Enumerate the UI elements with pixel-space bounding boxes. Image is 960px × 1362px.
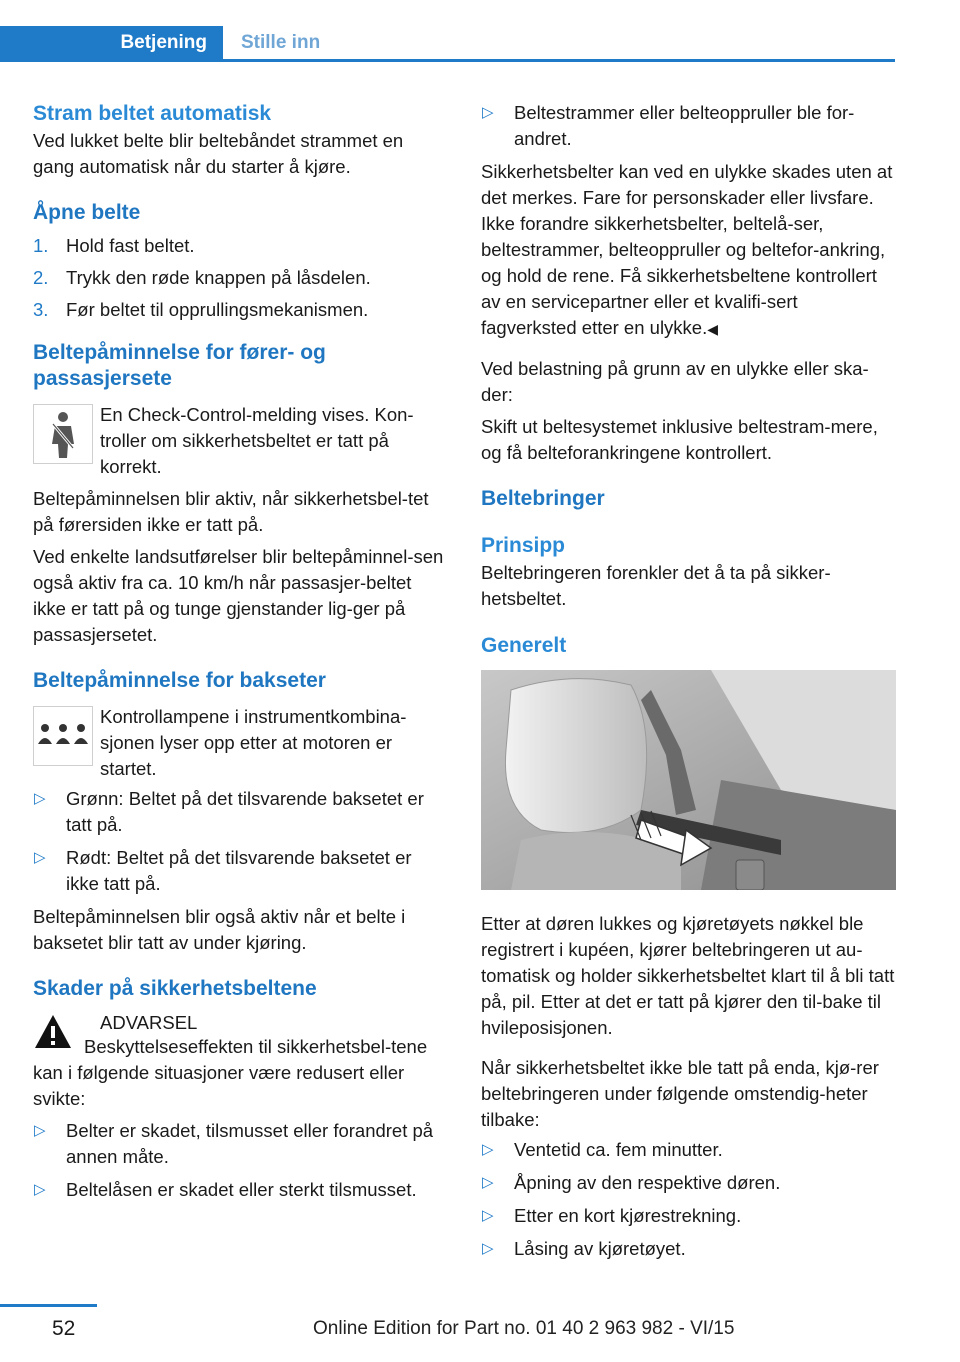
triangle-bullet-icon: ▷ <box>34 1181 46 1198</box>
left-column <box>33 100 449 1210</box>
damage-list <box>33 1118 449 1203</box>
driver-reminder-block <box>33 402 449 480</box>
step-text: Hold fast beltet. <box>66 235 195 256</box>
driver-reminder-p2: Ved enkelte landsutførelser blir beltepåminnel-sen også aktiv fra ca. 10 km/h når passasjer-beltet ikke er tatt på og tunge gjenstander lig-ger på passasjersetet. <box>33 546 444 645</box>
tab-stille-inn[interactable]: Stille inn <box>241 32 321 53</box>
warning-label: ADVARSEL <box>100 1012 198 1033</box>
list-item <box>33 1177 449 1203</box>
principle-heading: Prinsipp <box>481 534 566 557</box>
damage-heading: Skader på sikkerhetsbeltene <box>33 977 317 1000</box>
header-tabbar <box>0 26 895 62</box>
warning-text: Beskyttelseseffekten til sikkerhetsbel-tene kan i følgende situasjoner være redusert eller svikte: <box>33 1036 428 1109</box>
list-item-text: Etter en kort kjørestrekning. <box>514 1205 742 1226</box>
driver-reminder-icon-text: En Check-Control-melding vises. Kon-troller om sikkerhetsbeltet er tatt på korrekt. <box>100 404 414 477</box>
belt-presenter-photo <box>481 670 896 890</box>
list-item-text: Belter er skadet, tilsmusset eller forandret på annen måte. <box>66 1120 434 1167</box>
open-belt-heading: Åpne belte <box>33 201 141 224</box>
general-heading: Generelt <box>481 634 567 657</box>
list-item-text: Grønn: Beltet på det tilsvarende baksetet er tatt på. <box>66 788 424 835</box>
warning-continued-text: Sikkerhetsbelter kan ved en ulykke skades uten at det merkes. Fare for personskader eller livsfare. Ikke forandre sikkerhetsbelter, beltelå-ser, beltestrammer, belteoppruller og beltefor-ankring, og hold de rene. Få sikkerhetsbeltene kontrollert av en servicepartner eller et kvalifi-sert fagverksted etter en ulykke. <box>481 161 893 338</box>
list-item <box>33 230 449 262</box>
list-item <box>33 786 449 838</box>
list-item-text: Rødt: Beltet på det tilsvarende baksetet er ikke tatt på. <box>66 847 412 894</box>
step-text: Før beltet til opprullingsmekanismen. <box>66 299 369 320</box>
triangle-bullet-icon: ▷ <box>482 1174 494 1191</box>
triangle-bullet-icon: ▷ <box>34 790 46 807</box>
page-number-rule <box>0 1304 97 1307</box>
rear-reminder-block <box>33 704 449 782</box>
list-item-text: Beltestrammer eller belteoppruller ble for-andret. <box>514 102 855 149</box>
beltebringer-heading: Beltebringer <box>481 487 605 510</box>
auto-tension-text: Ved lukket belte blir beltebåndet strammet en gang automatisk når du starter å kjøre. <box>33 130 404 177</box>
replace-paragraph: Skift ut beltesystemet inklusive beltestram-mere, og få belteforankringene kontrollert. <box>481 416 878 463</box>
rear-reminder-heading: Beltepåminnelse for bakseter <box>33 669 326 692</box>
seatbelt-icon <box>33 404 93 464</box>
rear-reminder-icon-text: Kontrollampene i instrumentkombina-sjonen lyser opp etter at motoren er startet. <box>100 706 407 779</box>
edition-footer: Online Edition for Part no. 01 40 2 963 982 - VI/15 <box>313 1318 735 1339</box>
open-belt-steps <box>33 230 449 326</box>
retract-conditions-list <box>481 1137 897 1262</box>
rear-reminder-list <box>33 786 449 897</box>
driver-reminder-p1: Beltepåminnelsen blir aktiv, når sikkerhetsbel-tet på førersiden ikke er tatt på. <box>33 488 429 535</box>
list-item <box>481 1203 897 1229</box>
list-item-text: Ventetid ca. fem minutter. <box>514 1139 723 1160</box>
rear-reminder-p: Beltepåminnelsen blir også aktiv når et belte i baksetet blir tatt av under kjøring. <box>33 906 406 953</box>
header-rule <box>0 59 895 62</box>
triangle-bullet-icon: ▷ <box>482 1141 494 1158</box>
rear-seats-icon <box>33 706 93 766</box>
list-item <box>481 1236 897 1262</box>
step-number: 2. <box>33 267 49 288</box>
triangle-bullet-icon: ▷ <box>482 1240 494 1257</box>
list-item <box>481 1170 897 1196</box>
list-item-text: Beltelåsen er skadet eller sterkt tilsmusset. <box>66 1179 417 1200</box>
principle-text: Beltebringeren forenkler det å ta på sikker-hetsbeltet. <box>481 562 831 609</box>
list-item <box>481 100 897 152</box>
step-number: 3. <box>33 299 49 320</box>
right-column <box>481 100 897 1269</box>
general-p2: Når sikkerhetsbeltet ikke ble tatt på enda, kjø-rer beltebringeren under følgende omstendig-heter tilbake: <box>481 1057 879 1130</box>
auto-tension-heading: Stram beltet automatisk <box>33 102 272 125</box>
load-paragraph: Ved belastning på grunn av en ulykke eller ska-der: <box>481 358 869 405</box>
list-item-text: Åpning av den respektive døren. <box>514 1172 781 1193</box>
damage-list-continued <box>481 100 897 152</box>
triangle-bullet-icon: ▷ <box>34 1122 46 1139</box>
driver-reminder-heading: Beltepåminnelse for fører- og passasjersete <box>33 341 326 390</box>
list-item <box>481 1137 897 1163</box>
list-item-text: Låsing av kjøretøyet. <box>514 1238 686 1259</box>
warning-icon <box>33 1012 73 1052</box>
step-number: 1. <box>33 235 49 256</box>
warning-block <box>33 1010 449 1058</box>
triangle-bullet-icon: ▷ <box>482 104 494 121</box>
list-item <box>33 294 449 326</box>
tab-betjening-label: Betjening <box>120 32 207 53</box>
general-p1: Etter at døren lukkes og kjøretøyets nøkkel ble registrert i kupéen, kjører beltebringeren ut au-tomatisk og holder sikkerhetsbeltet klart til å bli tatt på, pil. Etter at det er tatt på kjører den til-bake til hvileposisjonen. <box>481 913 895 1038</box>
tab-betjening[interactable] <box>0 26 223 59</box>
step-text: Trykk den røde knappen på låsdelen. <box>66 267 371 288</box>
list-item <box>33 262 449 294</box>
list-item <box>33 845 449 897</box>
warning-continued <box>481 159 897 342</box>
list-item <box>33 1118 449 1170</box>
triangle-bullet-icon: ▷ <box>482 1207 494 1224</box>
end-mark-icon: ◀ <box>707 321 719 337</box>
triangle-bullet-icon: ▷ <box>34 849 46 866</box>
page-number: 52 <box>52 1317 76 1340</box>
